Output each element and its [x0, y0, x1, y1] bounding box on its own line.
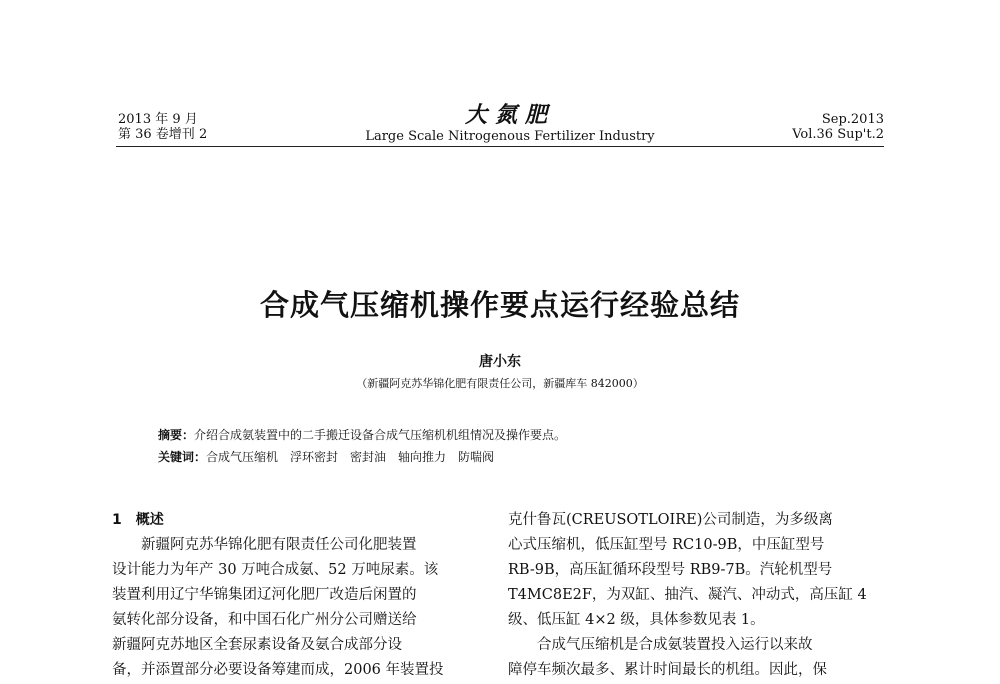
text-line: 装置利用辽宁华锦集团辽河化肥厂改造后闲置的: [112, 587, 417, 603]
text-line: T4MC8E2F，为双缸、抽汽、凝汽、冲动式，高压缸 4: [508, 587, 867, 603]
journal-name-en: Large Scale Nitrogenous Fertilizer Industry: [365, 129, 655, 144]
text-line: 设计能力为年产 30 万吨合成氨、52 万吨尿素。该: [112, 562, 439, 578]
right-paragraph-2: [508, 633, 898, 683]
issue-date-block: [118, 112, 207, 142]
text-line: 合成气压缩机是合成氨装置投入运行以来故: [537, 637, 813, 653]
abstract: [158, 424, 566, 446]
text-line: RB-9B，高压缸循环段型号 RB9-7B。汽轮机型号: [508, 562, 833, 578]
issue-date-en: Sep.2013: [821, 112, 884, 127]
volume-issue-en: Vol.36 Sup't.2: [792, 127, 884, 142]
text-line: 氨转化部分设备，和中国石化广州分公司赠送给: [112, 612, 417, 628]
journal-masthead: [360, 103, 660, 144]
left-column: [112, 508, 502, 683]
abstract-text: 介绍合成氨装置中的二手搬迁设备合成气压缩机机组情况及操作要点。: [194, 428, 567, 442]
text-line: 障停车频次最多、累计时间最长的机组。因此，保: [508, 662, 827, 678]
text-line: 级、低压缸 4×2 级，具体参数见表 1。: [508, 612, 765, 628]
journal-logo-cn: 大氮肥: [464, 102, 555, 128]
keywords-label: 关键词：: [158, 450, 207, 464]
article-author: 唐小东: [479, 354, 521, 370]
issue-date: 2013 年 9 月: [118, 112, 198, 127]
abstract-label: 摘要：: [158, 428, 195, 442]
header-rule: [116, 146, 884, 147]
right-paragraph-1: [508, 508, 898, 633]
text-line: 克什鲁瓦(CREUSOTLOIRE)公司制造，为多级离: [508, 512, 833, 528]
section-heading: 1 概述: [112, 512, 164, 528]
keywords-text: 合成气压缩机 浮环密封 密封油 轴向推力 防喘阀: [206, 450, 495, 464]
text-line: 新疆阿克苏华锦化肥有限责任公司化肥装置: [141, 537, 417, 553]
issue-date-en-block: [792, 112, 884, 142]
right-column: [508, 508, 898, 683]
volume-issue: 第 36 卷增刊 2: [118, 127, 208, 142]
abstract-block: [158, 424, 566, 468]
text-line: 备，并添置部分必要设备筹建而成，2006 年装置投: [112, 662, 444, 678]
text-line: 新疆阿克苏地区全套尿素设备及氨合成部分设: [112, 637, 402, 653]
article-title: 合成气压缩机操作要点运行经验总结: [259, 288, 740, 322]
keywords: [158, 446, 566, 468]
left-paragraph: [112, 533, 502, 683]
author-affiliation: （新疆阿克苏华锦化肥有限责任公司，新疆库车 842000）: [356, 377, 644, 390]
text-line: 心式压缩机，低压缸型号 RC10-9B，中压缸型号: [508, 537, 825, 553]
